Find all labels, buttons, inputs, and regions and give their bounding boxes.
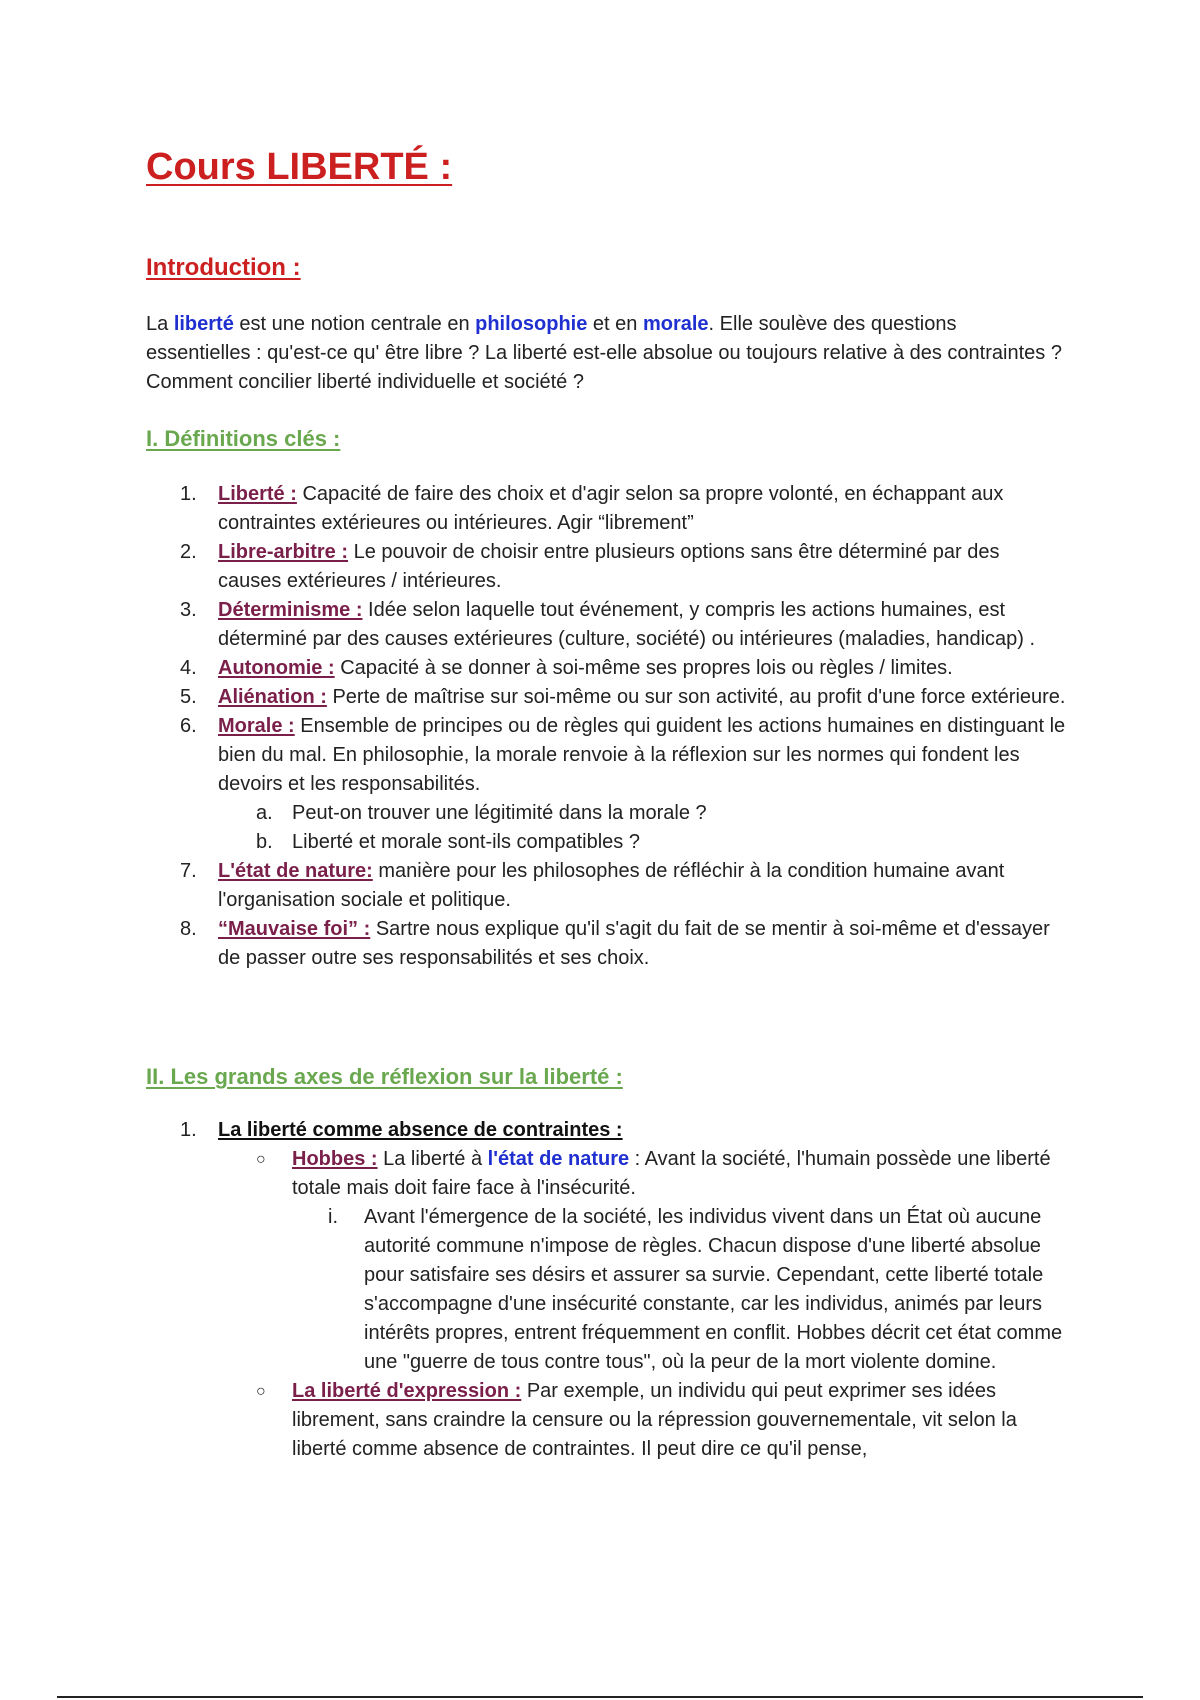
term-label: La liberté d'expression : [292, 1380, 522, 1402]
list-number: 8. [180, 918, 197, 940]
list-item [146, 1116, 1066, 1145]
introduction-heading: Introduction : [146, 254, 301, 281]
bullet-text: Par exemple, un individu qui peut exprimer ses idées librement, sans craindre la censure ou la répression gouvernementale, vit selon la liberté comme absence de contraintes. Il peut dire ce qu'il pense, [292, 1380, 1017, 1460]
term-label: “Mauvaise foi” : [218, 918, 371, 940]
sub-item-text: Peut-on trouver une légitimité dans la morale ? [292, 802, 707, 824]
keyword-morale: morale [642, 313, 709, 335]
term-label: Déterminisme : [218, 599, 363, 621]
definition-text: Ensemble de principes ou de règles qui guident les actions humaines en distinguant le bien du mal. En philosophie, la morale renvoie à la réflexion sur les normes qui fondent les devoirs et les responsabilités. [218, 715, 1066, 795]
bullet-text: : Avant la société, l'humain possède une liberté totale mais doit faire face à l'insécurité. [292, 1148, 1051, 1199]
term-label: Liberté : [218, 483, 297, 505]
circle-bullet-icon: ○ [256, 1383, 266, 1400]
list-numeral: i. [328, 1206, 338, 1228]
list-item [146, 596, 1066, 654]
list-number: 4. [180, 657, 197, 679]
list-number: 6. [180, 715, 197, 737]
definitions-list [146, 480, 1066, 973]
list-number: 1. [180, 483, 197, 505]
list-letter: b. [256, 831, 273, 853]
roman-item [146, 1203, 1066, 1377]
bullet-item-hobbes [146, 1145, 1066, 1203]
bottom-divider [57, 1696, 1143, 1698]
definition-text: Capacité de faire des choix et d'agir selon sa propre volonté, en échappant aux contraintes extérieures ou intérieures. Agir “librement” [218, 483, 1004, 534]
intro-text-2: est une notion centrale en [233, 313, 476, 335]
section-2-heading: II. Les grands axes de réflexion sur la liberté : [146, 1064, 623, 1089]
introduction-paragraph [146, 310, 1066, 397]
page-title: Cours LIBERTÉ : [146, 146, 453, 188]
axis-title: La liberté comme absence de contraintes : [218, 1119, 623, 1141]
list-item [146, 915, 1066, 973]
list-number: 2. [180, 541, 197, 563]
section-1-heading: I. Définitions clés : [146, 426, 341, 451]
circle-bullet-icon: ○ [256, 1151, 266, 1168]
term-label: L'état de nature: [218, 860, 373, 882]
definition-text: Idée selon laquelle tout événement, y compris les actions humaines, est déterminé par des causes extérieures (culture, société) ou intérieures (maladies, handicap) . [218, 599, 1036, 650]
term-label: Libre-arbitre : [218, 541, 349, 563]
sub-list-item [146, 828, 1066, 857]
list-item [146, 683, 1066, 712]
bullet-item-expression [146, 1377, 1066, 1464]
list-number: 3. [180, 599, 197, 621]
list-number: 7. [180, 860, 197, 882]
term-label: Hobbes : [292, 1148, 378, 1170]
intro-text-3: et en [587, 313, 643, 335]
keyword-etat-de-nature: l'état de nature [487, 1148, 630, 1170]
bullet-text: La liberté à [377, 1148, 488, 1170]
definition-text: manière pour les philosophes de réfléchir à la condition humaine avant l'organisation sociale et politique. [218, 860, 1005, 911]
intro-text-4: . Elle soulève des questions essentielles : qu'est-ce qu' être libre ? La liberté est-elle absolue ou toujours relative à des contraintes ? Comment concilier liberté individuelle et société ? [146, 313, 1062, 393]
roman-item-text: Avant l'émergence de la société, les individus vivent dans un État où aucune autorité commune n'impose de règles. Chacun dispose d'une liberté absolue pour satisfaire ses désirs et assurer sa survie. Cependant, cette liberté totale s'accompagne d'une insécurité constante, car les individus, animés par leurs intérêts propres, entrent fréquemment en conflit. Hobbes décrit cet état comme une "guerre de tous contre tous", où la peur de la mort violente domine. [364, 1206, 1063, 1373]
list-item [146, 712, 1066, 799]
keyword-liberte: liberté [173, 313, 234, 335]
list-number: 1. [180, 1119, 197, 1141]
term-label: Aliénation : [218, 686, 327, 708]
list-item [146, 857, 1066, 915]
sub-list-item [146, 799, 1066, 828]
axes-list [146, 1116, 1066, 1464]
term-label: Morale : [218, 715, 295, 737]
definition-text: Capacité à se donner à soi-même ses propres lois ou règles / limites. [334, 657, 953, 679]
definition-text: Sartre nous explique qu'il s'agit du fait de se mentir à soi-même et d'essayer de passer outre ses responsabilités et ses choix. [218, 918, 1050, 969]
list-item [146, 480, 1066, 538]
keyword-philosophie: philosophie [475, 313, 588, 335]
list-number: 5. [180, 686, 197, 708]
sub-item-text: Liberté et morale sont-ils compatibles ? [292, 831, 640, 853]
term-label: Autonomie : [218, 657, 335, 679]
intro-text-1: La [146, 313, 174, 335]
list-item [146, 538, 1066, 596]
definition-text: Le pouvoir de choisir entre plusieurs options sans être déterminé par des causes extérieures / intérieures. [218, 541, 1000, 592]
list-item [146, 654, 1066, 683]
definition-text: Perte de maîtrise sur soi-même ou sur son activité, au profit d'une force extérieure. [326, 686, 1066, 708]
list-letter: a. [256, 802, 273, 824]
